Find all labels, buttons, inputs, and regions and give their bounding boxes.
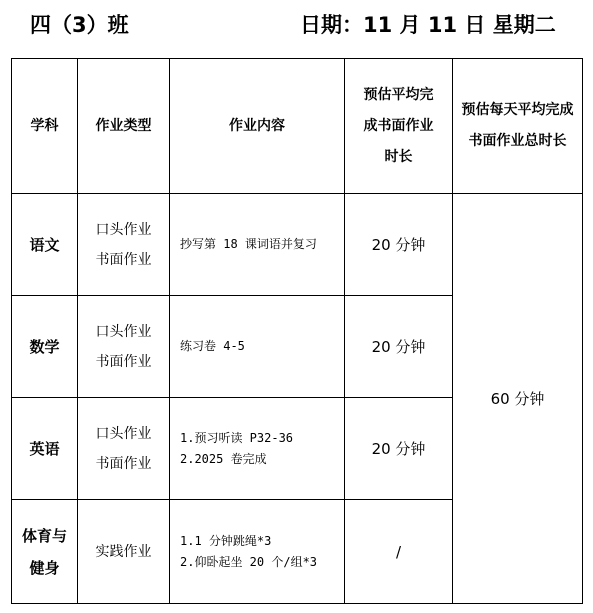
type-label: 口头作业 — [95, 425, 152, 442]
table-row — [12, 194, 583, 296]
type-label: 书面作业 — [95, 455, 152, 472]
type-label: 口头作业 — [95, 221, 152, 238]
header-duration — [345, 59, 453, 194]
type-cell — [78, 398, 170, 500]
date-label: 日期：11 月 11 日 星期二 — [300, 13, 556, 37]
content-cell — [170, 194, 345, 296]
type-label: 实践作业 — [95, 543, 152, 560]
header-duration-line: 时长 — [384, 148, 413, 165]
duration-cell: 20 分钟 — [345, 194, 453, 296]
header-type: 作业类型 — [78, 59, 170, 194]
duration-cell: 20 分钟 — [345, 296, 453, 398]
subject-label: 数学 — [29, 337, 60, 356]
type-label: 书面作业 — [95, 251, 152, 268]
subject-label: 语文 — [29, 235, 60, 254]
content-line: 1.预习听读 P32-36 — [180, 430, 294, 445]
header-content: 作业内容 — [170, 59, 345, 194]
header-subject: 学科 — [12, 59, 78, 194]
type-cell — [78, 296, 170, 398]
duration-cell: 20 分钟 — [345, 398, 453, 500]
type-cell — [78, 194, 170, 296]
type-label: 书面作业 — [95, 353, 152, 370]
subject-label: 英语 — [29, 439, 60, 458]
content-line: 1.1 分钟跳绳*3 — [180, 533, 272, 548]
header-total — [453, 59, 583, 194]
class-title: 四（3）班 — [30, 13, 129, 37]
total-duration-cell: 60 分钟 — [453, 194, 583, 604]
header-total-line: 书面作业总时长 — [468, 133, 567, 149]
header-total-line: 预估每天平均完成 — [461, 102, 574, 118]
subject-cell — [12, 194, 78, 296]
duration-cell: / — [345, 500, 453, 604]
subject-cell — [12, 398, 78, 500]
homework-table — [11, 58, 583, 604]
header-duration-line: 成书面作业 — [363, 117, 434, 134]
subject-label: 体育与 — [21, 526, 67, 545]
content-line: 2.2025 卷完成 — [180, 451, 267, 466]
subject-label: 健身 — [29, 558, 60, 577]
content-cell — [170, 296, 345, 398]
type-label: 口头作业 — [95, 323, 152, 340]
type-cell — [78, 500, 170, 604]
subject-cell — [12, 296, 78, 398]
header-row — [12, 59, 583, 194]
content-cell — [170, 398, 345, 500]
content-line: 练习卷 4-5 — [180, 339, 245, 353]
content-line: 抄写第 18 课词语并复习 — [180, 237, 317, 251]
subject-cell — [12, 500, 78, 604]
content-cell — [170, 500, 345, 604]
content-line: 2.仰卧起坐 20 个/组*3 — [180, 554, 318, 569]
header-duration-line: 预估平均完 — [363, 86, 434, 103]
